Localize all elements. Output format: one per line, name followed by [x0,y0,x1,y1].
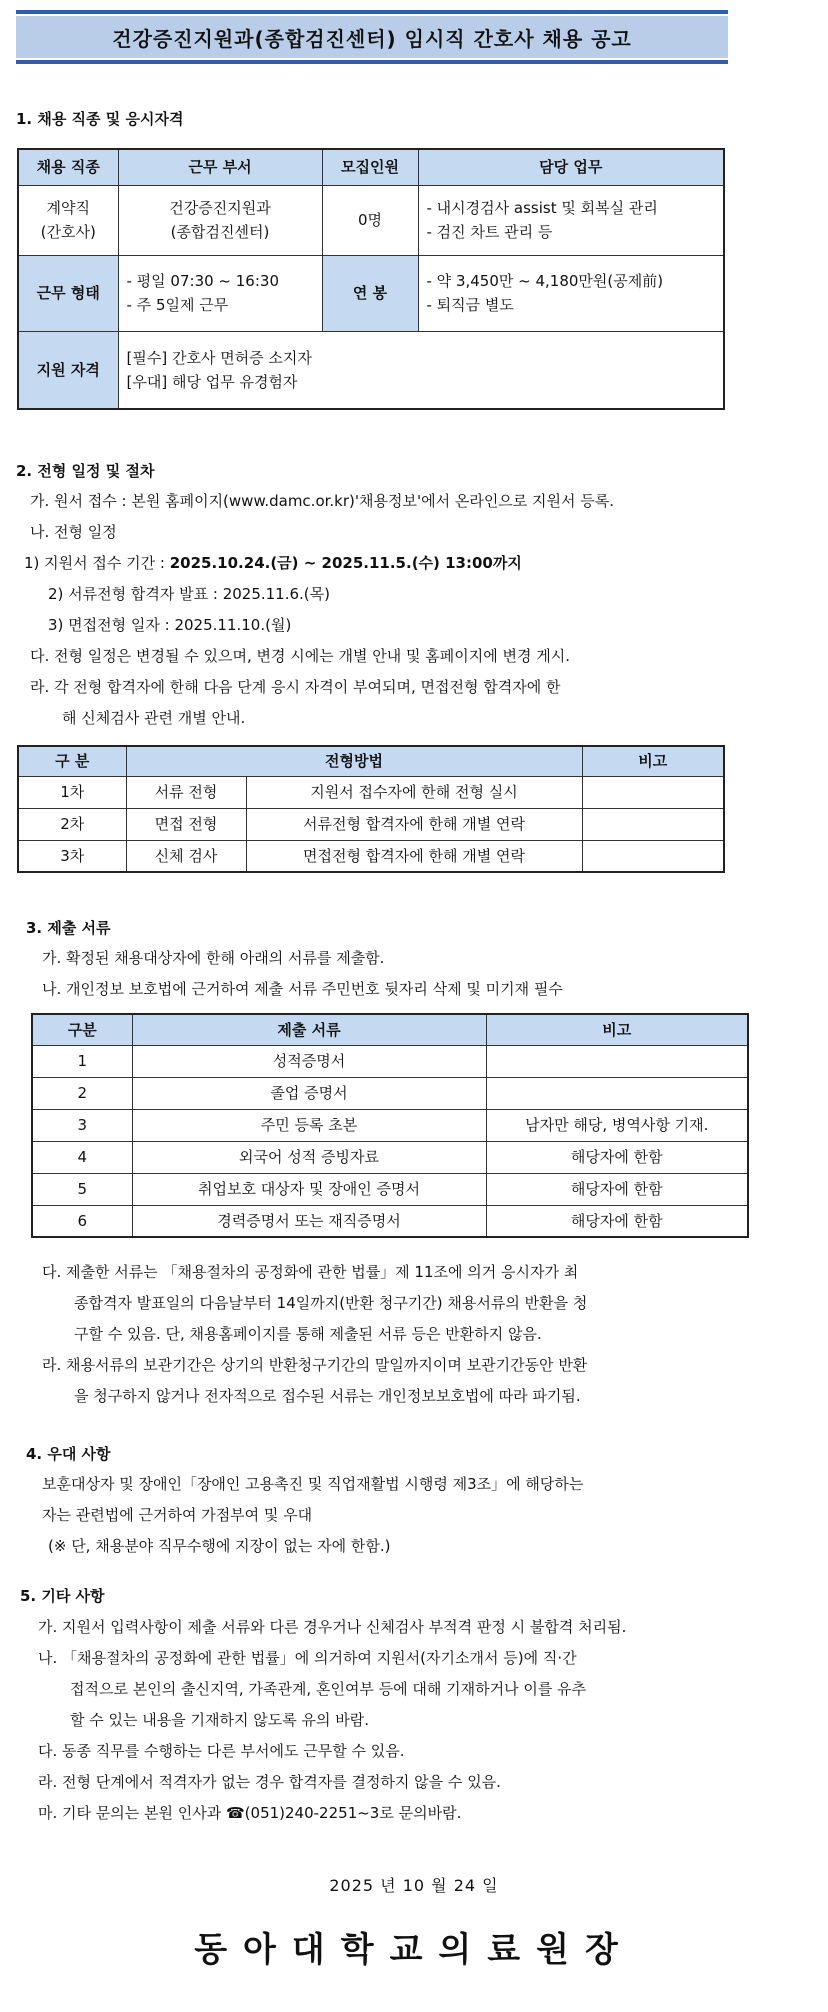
documents-table [31,1013,749,1238]
s2-da: 다. 전형 일정은 변경될 수 있으며, 변경 시에는 개별 안내 및 홈페이지에 변경 게시. [30,647,570,665]
screening-note [582,776,724,808]
qual-line-2: [우대] 해당 업무 유경험자 [126,372,298,391]
s2-na: 나. 전형 일정 [30,523,117,541]
s2-item-1-dates: 2025.10.24.(금) ~ 2025.11.5.(수) 13:00까지 [169,554,522,572]
table-row [32,1173,748,1205]
s3-ra-1: 라. 채용서류의 보관기간은 상기의 반환청구기간의 말일까지이며 보관기간동안 반환 [42,1356,588,1374]
s5-na-2: 접적으로 본인의 출신지역, 가족관계, 혼인여부 등에 대해 기재하거나 이를 유추 [70,1680,587,1698]
s2-item-1 [24,553,522,573]
title-banner [16,10,728,64]
doc-name: 주민 등록 초본 [132,1109,486,1141]
doc-no: 6 [32,1205,132,1237]
screening-header-note: 비고 [582,746,724,776]
page-title: 건강증진지원과(종합검진센터) 임시직 간호사 채용 공고 [112,26,632,51]
recruit-table [17,148,725,410]
table-row [32,1141,748,1173]
screening-desc: 서류전형 합격자에 한해 개별 연락 [246,808,582,840]
qual-label: 지원 자격 [18,331,118,409]
doc-no: 1 [32,1045,132,1077]
s2-item-3: 3) 면접전형 일자 : 2025.11.10.(월) [48,616,292,634]
s5-ga: 가. 지원서 입력사항이 제출 서류와 다른 경우거나 신체검사 부적격 판정 시 불합격 처리됨. [38,1618,627,1636]
work-line-2: - 주 5일제 근무 [126,296,229,314]
duty-line-2: - 검진 차트 관리 등 [426,223,553,241]
table-row [18,808,724,840]
doc-note: 해당자에 한함 [486,1205,748,1237]
s5-da: 다. 동종 직무를 수행하는 다른 부서에도 근무할 수 있음. [38,1742,405,1760]
dept-line-2: (종합검진센터) [170,223,270,241]
section-3-heading: 3. 제출 서류 [26,919,111,937]
table-row [18,840,724,872]
s4-line-3: (※ 단, 채용분야 직무수행에 지장이 없는 자에 한함.) [48,1537,391,1555]
s5-na-3: 할 수 있는 내용을 기재하지 않도록 유의 바람. [70,1711,369,1729]
table-row [32,1205,748,1237]
table-row [32,1045,748,1077]
title-box [16,16,728,58]
s2-item-1-prefix: 1) 지원서 접수 기간 : [24,554,170,572]
salary-cell [418,255,724,331]
screening-header-method: 전형방법 [126,746,582,776]
s2-ra-1: 라. 각 전형 합격자에 한해 다음 단계 응시 자격이 부여되며, 면접전형 합격자에 한 [30,678,561,696]
s3-na: 나. 개인정보 보호법에 근거하여 제출 서류 주민번호 뒷자리 삭제 및 미기재 필수 [42,980,563,998]
doc-no: 3 [32,1109,132,1141]
section-1-heading: 1. 채용 직종 및 응시자격 [16,110,184,128]
screening-desc: 면접전형 합격자에 한해 개별 연락 [246,840,582,872]
section-4-heading: 4. 우대 사항 [26,1445,111,1463]
doc-name: 성적증명서 [132,1045,486,1077]
title-rule-top [16,10,728,14]
s2-ga: 가. 원서 접수 : 본원 홈페이지(www.damc.or.kr)'채용정보'에서 온라인으로 지원서 등록. [30,492,615,510]
screening-type: 서류 전형 [126,776,246,808]
s3-ga: 가. 확정된 채용대상자에 한해 아래의 서류를 제출함. [42,949,385,967]
s5-ma: 마. 기타 문의는 본원 인사과 ☎(051)240-2251~3로 문의바람. [38,1804,462,1822]
s3-da-2: 종합격자 발표일의 다음날부터 14일까지(반환 청구기간) 채용서류의 반환을 청 [74,1294,588,1312]
work-label: 근무 형태 [18,255,118,331]
salary-line-1: - 약 3,450만 ~ 4,180만원(공제前) [426,272,664,290]
col-header-dept: 근무 부서 [118,149,322,185]
qual-cell [118,331,724,409]
section-5-heading: 5. 기타 사항 [20,1587,105,1605]
screening-type: 신체 검사 [126,840,246,872]
doc-note [486,1077,748,1109]
s4-line-1: 보훈대상자 및 장애인「장애인 고용촉진 및 직업재활법 시행령 제3조」에 해당하는 [42,1475,584,1493]
job-cell [18,185,118,255]
screening-note [582,808,724,840]
salary-line-2: - 퇴직금 별도 [426,296,514,314]
doc-name: 외국어 성적 증빙자료 [132,1141,486,1173]
table-row [18,776,724,808]
doc-no: 4 [32,1141,132,1173]
col-header-job: 채용 직종 [18,149,118,185]
docs-header-doc: 제출 서류 [132,1014,486,1045]
doc-name: 경력증명서 또는 재직증명서 [132,1205,486,1237]
doc-name: 졸업 증명서 [132,1077,486,1109]
salary-label: 연 봉 [322,255,418,331]
docs-header-note: 비고 [486,1014,748,1045]
screening-desc: 지원서 접수자에 한해 전형 실시 [246,776,582,808]
screening-header-stage: 구 분 [18,746,126,776]
dept-cell [118,185,322,255]
work-line-1: - 평일 07:30 ~ 16:30 [126,272,279,290]
doc-note: 남자만 해당, 병역사항 기재. [486,1109,748,1141]
doc-name: 취업보호 대상자 및 장애인 증명서 [132,1173,486,1205]
doc-note: 해당자에 한함 [486,1173,748,1205]
doc-no: 5 [32,1173,132,1205]
duty-cell [418,185,724,255]
doc-note [486,1045,748,1077]
doc-note: 해당자에 한함 [486,1141,748,1173]
screening-stage: 2차 [18,808,126,840]
s3-da-1: 다. 제출한 서류는 「채용절차의 공정화에 관한 법률」제 11조에 의거 응시자가 최 [42,1263,579,1281]
table-row [32,1109,748,1141]
signature: 동아대학교의료원장 [194,1930,634,1970]
duty-line-1: - 내시경검사 assist 및 회복실 관리 [426,199,658,217]
dept-line-1: 건강증진지원과 [169,199,271,217]
s2-ra-2: 해 신체검사 관련 개별 안내. [62,709,246,727]
screening-note [582,840,724,872]
job-line-2: (간호사) [40,223,96,241]
job-line-1: 계약직 [46,199,90,217]
s5-na-1: 나. 「채용절차의 공정화에 관한 법률」에 의거하여 지원서(자기소개서 등)에 직·간 [38,1649,577,1667]
s2-item-2: 2) 서류전형 합격자 발표 : 2025.11.6.(목) [48,585,331,603]
col-header-count: 모집인원 [322,149,418,185]
s3-ra-2: 을 청구하지 않거나 전자적으로 접수된 서류는 개인정보보호법에 따라 파기됨. [74,1387,581,1405]
table-row [32,1077,748,1109]
col-header-duty: 담당 업무 [418,149,724,185]
section-2-heading: 2. 전형 일정 및 절차 [16,462,155,480]
screening-table [17,745,725,873]
s5-ra: 라. 전형 단계에서 적격자가 없는 경우 합격자를 결정하지 않을 수 있음. [38,1773,501,1791]
screening-type: 면접 전형 [126,808,246,840]
s4-line-2: 자는 관련법에 근거하여 가점부여 및 우대 [42,1506,313,1524]
qual-line-1: [필수] 간호사 면허증 소지자 [126,348,312,367]
count-cell: 0명 [322,185,418,255]
screening-stage: 3차 [18,840,126,872]
title-rule-bottom [16,60,728,64]
doc-no: 2 [32,1077,132,1109]
work-cell [118,255,322,331]
s3-da-3: 구할 수 있음. 단, 채용홈페이지를 통해 제출된 서류 등은 반환하지 않음. [74,1325,542,1343]
docs-header-no: 구분 [32,1014,132,1045]
screening-stage: 1차 [18,776,126,808]
notice-date-text: 2025 년 10 월 24 일 [329,1876,499,1895]
notice-date [0,1873,828,1896]
